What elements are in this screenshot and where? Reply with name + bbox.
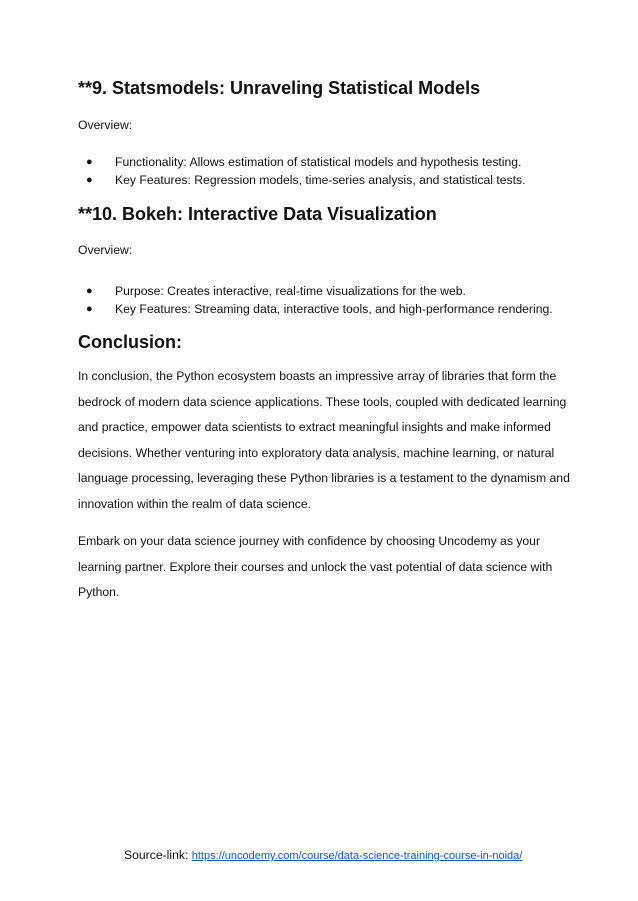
source-footer	[124, 848, 522, 862]
section-heading-statsmodels: **9. Statsmodels: Unraveling Statistical Models	[78, 78, 481, 98]
list-item-text: Key Features: Streaming data, interactive tools, and high-performance rendering.	[115, 302, 553, 316]
list-item-text: Key Features: Regression models, time-series analysis, and statistical tests.	[115, 173, 526, 187]
paragraph-line: In conclusion, the Python ecosystem boasts an impressive array of libraries that form the	[78, 369, 557, 383]
list-item	[78, 282, 553, 300]
source-link[interactable]: https://uncodemy.com/course/data-science-training-course-in-noida/	[191, 850, 523, 862]
paragraph-line: decisions. Whether venturing into exploratory data analysis, machine learning, or natural	[78, 445, 555, 460]
list-item-text: Purpose: Creates interactive, real-time visualizations for the web.	[115, 284, 466, 298]
paragraph-line: and practice, empower data scientists to extract meaningful insights and make informed	[78, 420, 551, 434]
paragraph-line: innovation within the realm of data science.	[78, 496, 312, 511]
bullet-icon: ●	[86, 174, 93, 186]
conclusion-heading: Conclusion:	[78, 332, 182, 352]
call-to-action-paragraph	[78, 529, 563, 606]
paragraph-line: bedrock of modern data science applications. These tools, coupled with dedicated learning	[78, 394, 567, 409]
paragraph-line: learning partner. Explore their courses and unlock the vast potential of data science with	[78, 559, 553, 574]
paragraph-line: Python.	[78, 585, 120, 599]
section-overview-label: Overview:	[78, 243, 133, 257]
list-item	[78, 153, 525, 171]
conclusion-paragraph	[78, 364, 570, 517]
section-bullet-list	[78, 153, 525, 189]
section-heading-bokeh: **10. Bokeh: Interactive Data Visualization	[78, 204, 437, 224]
section-bullet-list	[78, 282, 553, 318]
list-item-text: Functionality: Allows estimation of statistical models and hypothesis testing.	[115, 155, 522, 169]
bullet-icon: ●	[86, 303, 93, 315]
paragraph-line: Embark on your data science journey with confidence by choosing Uncodemy as your	[78, 534, 541, 548]
section-overview-label: Overview:	[78, 118, 133, 132]
list-item	[78, 300, 553, 318]
bullet-icon: ●	[86, 156, 93, 168]
paragraph-line: language processing, leveraging these Python libraries is a testament to the dynamism and	[78, 471, 570, 485]
list-item	[78, 171, 525, 189]
source-label: Source-link:	[124, 848, 189, 862]
bullet-icon: ●	[86, 285, 93, 297]
